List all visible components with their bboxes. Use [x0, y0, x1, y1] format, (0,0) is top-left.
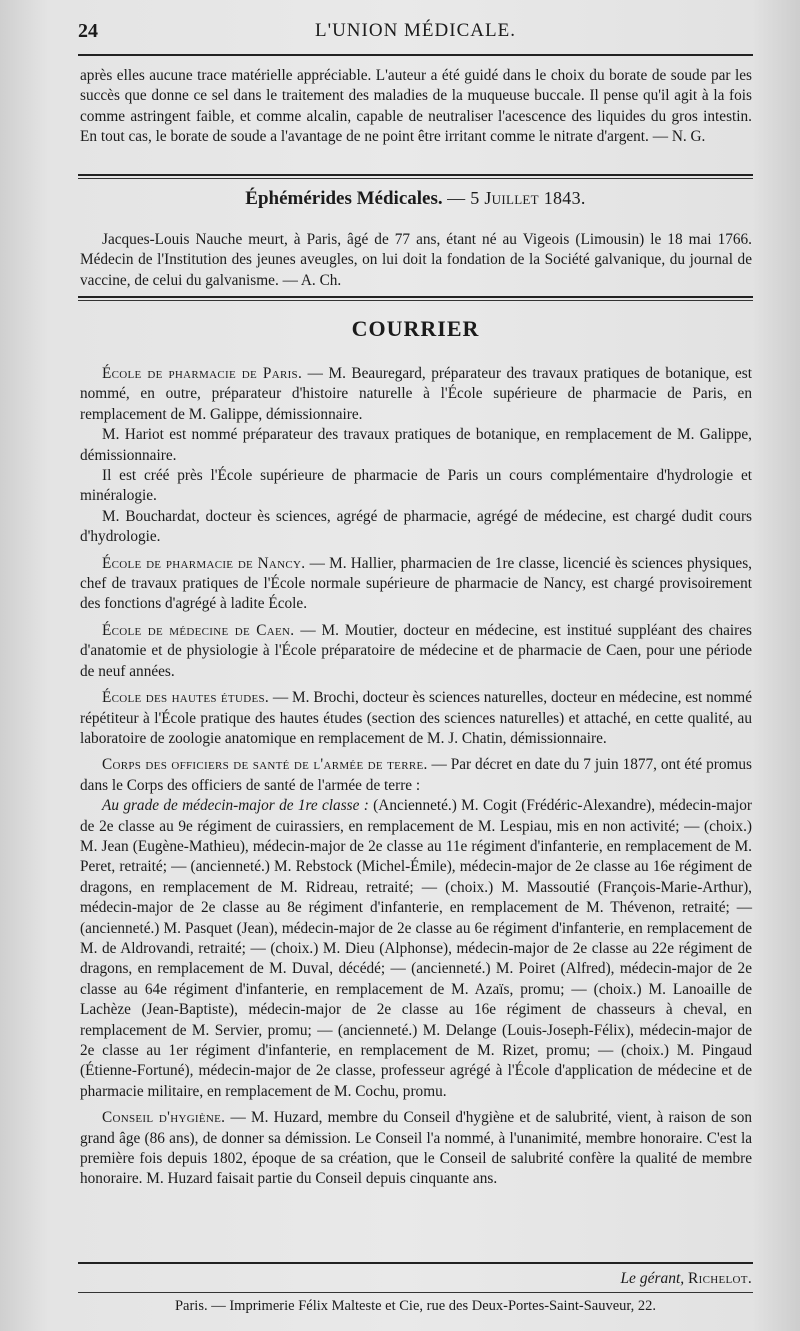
paragraph-promotions	[80, 796, 752, 1102]
paragraph-conseil-hygiene	[80, 1108, 752, 1190]
lead-medecine-caen: École de médecine de Caen.	[102, 621, 295, 639]
section-rule-1	[78, 174, 753, 176]
text-medecine-caen: — M. Moutier, docteur en médecine, est institué suppléant des chaires d'anatomie et de physiologie à l'École préparatoire de médecine et de pharmacie de Caen, pour une période de neuf années.	[80, 621, 752, 680]
paragraph-pharmacie-nancy	[80, 554, 752, 615]
imprint-line: Paris. — Imprimerie Félix Malteste et Cie, rue des Deux-Portes-Saint-Sauveur, 22.	[174, 1298, 657, 1314]
imprint-rule	[78, 1292, 753, 1293]
footer-rule	[78, 1262, 753, 1264]
paragraph-hydrologie: Il est créé près l'École supérieure de pharmacie de Paris un cours complémentaire d'hydrologie et minéralogie.	[80, 467, 752, 505]
text-conseil-hygiene: — M. Huzard, membre du Conseil d'hygiène et de salubrité, vient, à raison de son grand âge (86 ans), de donner sa démission. Le Conseil l'a nommé, à l'unanimité, membre honoraire. C'est la première fois depuis 1802, époque de sa création, que le Conseil de salubrité confère la qualité de membre honoraire. M. Huzard faisait partie du Conseil depuis cinquante ans.	[80, 1109, 752, 1188]
lead-officiers-sante: Corps des officiers de santé de l'armée de terre.	[102, 756, 428, 774]
gerant-name: Richelot.	[688, 1270, 752, 1287]
paragraph-officiers-sante	[80, 755, 752, 796]
ephemerides-date: — 5 Juillet 1843.	[447, 188, 586, 208]
gerant-label: Le gérant,	[620, 1270, 685, 1287]
paragraph-bouchardat: M. Bouchardat, docteur ès sciences, agrégé de pharmacie, agrégé de médecine, est chargé dudit cours d'hydrologie.	[80, 507, 752, 546]
courrier-body	[80, 364, 752, 1190]
text-hautes-etudes: — M. Brochi, docteur ès sciences naturelles, docteur en médecine, est nommé répétiteur à l'École pratique des hautes études (section des sciences naturelles) et attaché, en cette qualité, au laboratoire de zoologie anatomique en remplacement de M. J. Chatin, démissionnaire.	[80, 689, 752, 747]
intro-paragraph	[80, 66, 752, 148]
ephemerides-paragraph	[80, 230, 752, 291]
gerant-signature	[620, 1270, 752, 1288]
text-promotions: (Ancienneté.) M. Cogit (Frédéric-Alexandre), médecin-major de 2e classe au 9e régiment de cuirassiers, en remplacement de M. Lespiau, mis en non activité; — (choix.) M. Jean (Eugène-Mathieu), médecin-major de 2e classe au 11e régiment d'infanterie, en remplacement de M. Peret, retraité; — (ancienneté.) M. Rebstock (Michel-Émile), médecin-major de 2e classe au 16e régiment de dragons, en remplacement de M. Ridreau, retraité; — (choix.) M. Massoutié (François-Marie-Arthur), médecin-major de 2e classe au 8e régiment d'infanterie, en remplacement de M. Thévenon, retraité; — (ancienneté.) M. Pasquet (Jean), médecin-major de 2e classe au 6e régiment d'infanterie, en remplacement de M. de Aldrovandi, retraité; — (choix.) M. Dieu (Alphonse), médecin-major de 2e classe au 22e régiment de dragons, en remplacement de M. Duval, décédé; — (ancienneté.) M. Poiret (Alfred), médecin-major de 2e classe au 64e régiment d'infanterie, en remplacement de M. Azaïs, promu; — (choix.) M. Lanoaille de Lachèze (Jean-Baptiste), médecin-major de 2e classe au 16e régiment de chasseurs à cheval, en remplacement de M. Servier, promu; — (ancienneté.) M. Delange (Louis-Joseph-Félix), médecin-major de 2e classe au 1er régiment d'infanterie, en remplacement de M. Rizet, promu; — (choix.) M. Pingaud (Étienne-Fortuné), médecin-major de 2e classe, professeur agrégé à l'École d'application de médecine et de pharmacie militaire, en remplacement de M. Cochu, promu.	[80, 797, 752, 1100]
paragraph-hariot: M. Hariot est nommé préparateur des travaux pratiques de botanique, en remplacement de M. Galippe, démissionnaire.	[80, 426, 752, 464]
lead-hautes-etudes: École des hautes études.	[102, 689, 270, 707]
lead-pharmacie-paris: École de pharmacie de Paris.	[102, 365, 303, 382]
text-officiers-sante: — Par décret en date du 7 juin 1877, ont été promus dans le Corps des officiers de santé de l'armée de terre :	[80, 756, 753, 794]
page-number: 24	[78, 20, 98, 42]
intro-text: après elles aucune trace matérielle appréciable. L'auteur a été guidé dans le choix du borate de soude par les succès que donne ce sel dans le traitement des maladies de la muqueuse buccale. Il pense qu'il agit à la fois comme astringent faible, et comme alcalin, capable de neutraliser l'acescence des liquides du gros intestin. En tout cas, le borate de soude a l'avantage de ne point être irritant comme le nitrate d'argent. — N. G.	[80, 67, 752, 146]
section-rule-2	[78, 296, 753, 298]
text-pharmacie-nancy: — M. Hallier, pharmacien de 1re classe, licencié ès sciences physiques, chef de travaux pratiques de l'École normale supérieure de pharmacie de Nancy, est chargé provisoirement des fonctions d'agrégé à ladite École.	[80, 554, 752, 613]
lead-conseil-hygiene: Conseil d'hygiène.	[102, 1109, 226, 1127]
paragraph-medecine-caen	[80, 621, 752, 682]
paragraph-pharmacie-paris	[80, 364, 752, 425]
text-pharmacie-paris: — M. Beauregard, préparateur des travaux pratiques de botanique, est nommé, en outre, préparateur d'histoire naturelle à l'École supérieure de pharmacie de Paris, en remplacement de M. Galippe, démissionnaire.	[80, 365, 753, 423]
section-rule-1b	[78, 178, 753, 179]
ephemerides-heading	[78, 188, 753, 210]
section-rule-2b	[78, 300, 753, 301]
lead-pharmacie-nancy: École de pharmacie de Nancy.	[102, 554, 306, 572]
ephemerides-text: Jacques-Louis Nauche meurt, à Paris, âgé de 77 ans, étant né au Vigeois (Limousin) le 18 mai 1766. Médecin de l'Institution des jeunes aveugles, on lui doit la fondation de la Société galvanique, du journal de vaccine, de celui du galvanisme. — A. Ch.	[80, 231, 752, 289]
lead-promotions: Au grade de médecin-major de 1re classe :	[102, 797, 369, 815]
header-rule	[78, 54, 753, 56]
running-title: L'UNION MÉDICALE.	[315, 20, 516, 41]
ephemerides-title: Éphémérides Médicales.	[245, 188, 443, 209]
courrier-title: COURRIER	[351, 316, 480, 341]
page-header	[78, 20, 753, 44]
paragraph-hautes-etudes	[80, 688, 752, 749]
